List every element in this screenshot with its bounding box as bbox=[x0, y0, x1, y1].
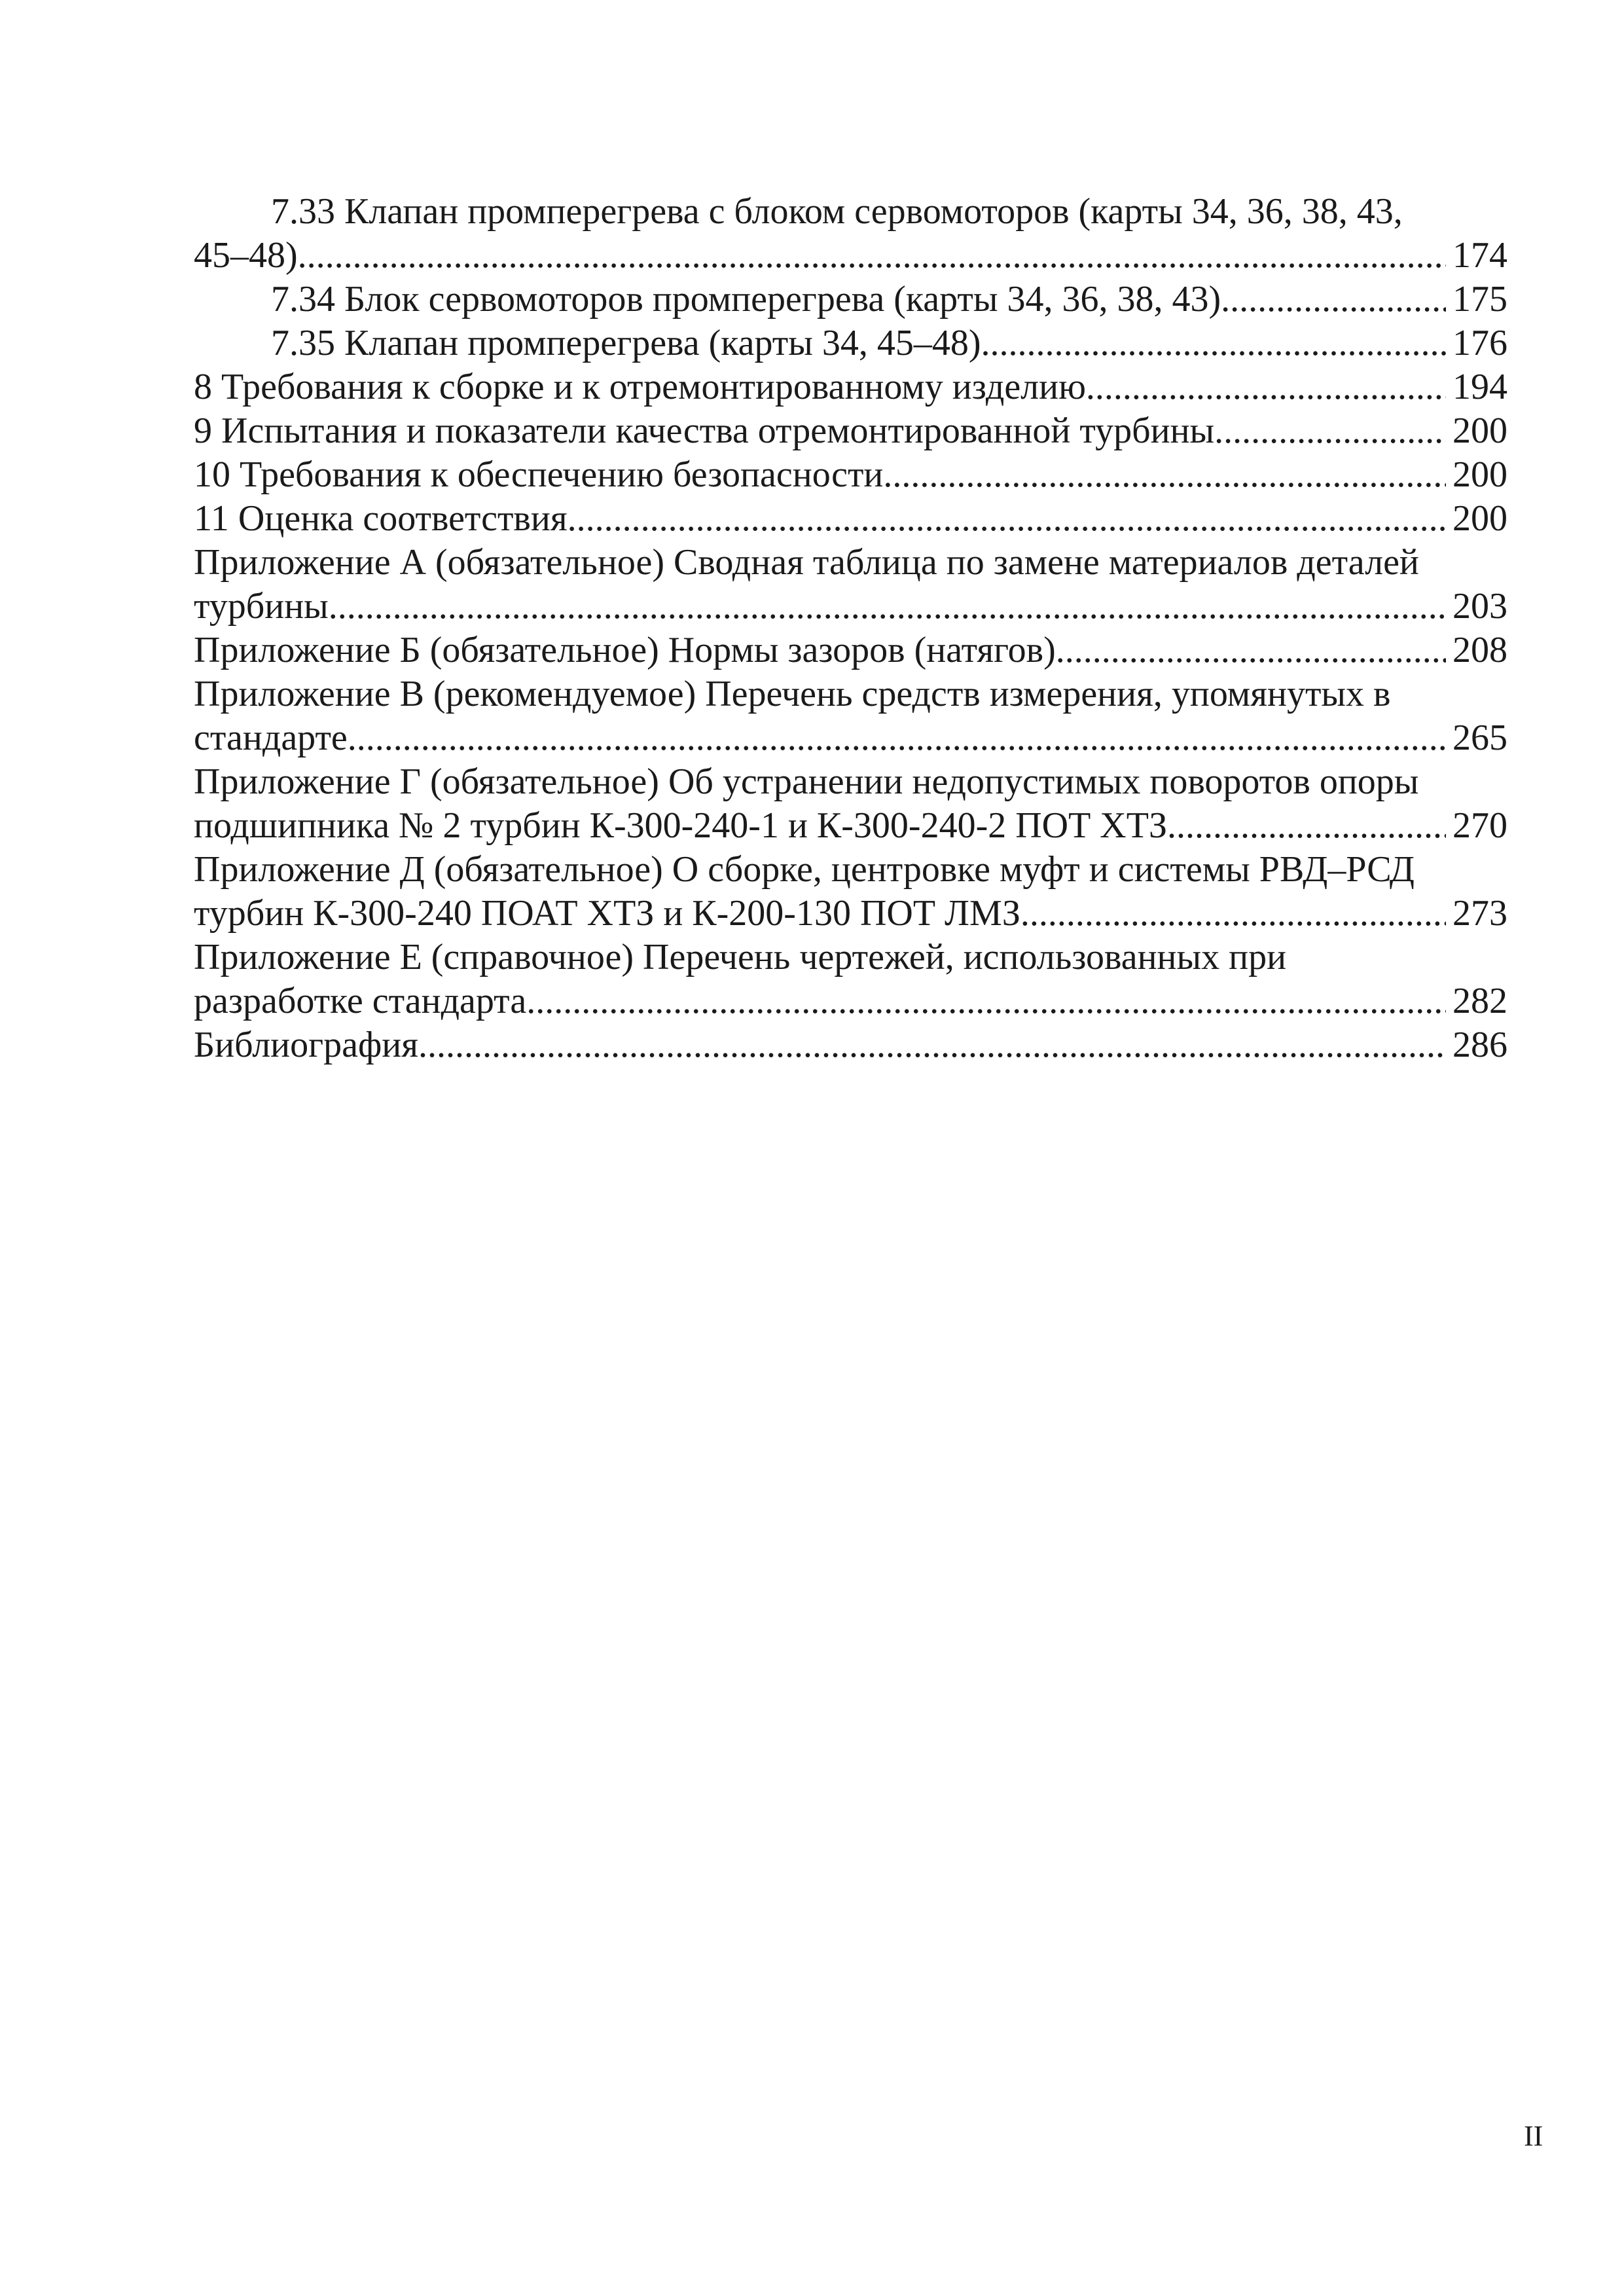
dot-leader bbox=[1020, 892, 1446, 936]
toc-entry[interactable] bbox=[194, 409, 1507, 453]
toc-entry-text: стандарте bbox=[194, 718, 348, 758]
toc-page-number: 194 bbox=[1453, 367, 1507, 407]
dot-leader bbox=[1065, 629, 1446, 672]
toc-entry-text: Приложение Б (обязательное) Нормы зазоров (натягов). bbox=[194, 630, 1065, 670]
toc-entry-text: 7.34 Блок сервомоторов промперегрева (карты 34, 36, 38, 43). bbox=[271, 279, 1231, 319]
toc-entry-text: 8 Требования к сборке и к отремонтированному изделию bbox=[194, 367, 1086, 407]
toc-entry-text: турбин К-300-240 ПОАТ ХТЗ и К-200-130 ПОТ ЛМЗ bbox=[194, 893, 1020, 934]
toc-entry[interactable] bbox=[194, 629, 1507, 672]
toc-page-number: 200 bbox=[1453, 410, 1507, 451]
toc-entry-text: 7.33 Клапан промперегрева с блоком сервомоторов (карты 34, 36, 38, 43, bbox=[271, 191, 1403, 232]
dot-leader bbox=[1086, 365, 1446, 409]
toc-page-number: 265 bbox=[1453, 718, 1507, 758]
dot-leader bbox=[418, 1023, 1446, 1067]
toc-page-number: 282 bbox=[1453, 981, 1507, 1021]
toc-page-number: 208 bbox=[1453, 630, 1507, 670]
toc-entry-text: Приложение А (обязательное) Сводная таблица по замене материалов деталей bbox=[194, 542, 1419, 583]
toc-entry[interactable] bbox=[194, 541, 1507, 629]
toc-page-number: 273 bbox=[1453, 893, 1507, 934]
toc-entry-text: Приложение Д (обязательное) О сборке, центровке муфт и системы РВД–РСД bbox=[194, 849, 1415, 890]
toc-entry-text: 7.35 Клапан промперегрева (карты 34, 45–48). bbox=[271, 323, 990, 363]
dot-leader bbox=[883, 453, 1446, 497]
toc-entry[interactable] bbox=[194, 321, 1507, 365]
toc-page-number: 176 bbox=[1453, 323, 1507, 363]
toc-entry[interactable] bbox=[194, 497, 1507, 541]
page-number-footer: II bbox=[1524, 2120, 1543, 2152]
toc-entry-text: подшипника № 2 турбин К-300-240-1 и К-300-240-2 ПОТ ХТЗ bbox=[194, 805, 1168, 846]
toc-entry-text: Библиография bbox=[194, 1025, 418, 1065]
toc-entry[interactable] bbox=[194, 453, 1507, 497]
toc-entry-text: 11 Оценка соответствия bbox=[194, 498, 568, 539]
toc-entry[interactable] bbox=[194, 365, 1507, 409]
toc-entry[interactable] bbox=[194, 760, 1507, 848]
toc-entry[interactable] bbox=[194, 848, 1507, 936]
toc-page-number: 203 bbox=[1453, 586, 1507, 627]
toc-entry-text: турбины bbox=[194, 586, 329, 627]
toc-page-number: 175 bbox=[1453, 279, 1507, 319]
dot-leader bbox=[329, 585, 1446, 629]
toc-entry[interactable] bbox=[194, 1023, 1507, 1067]
dot-leader bbox=[1167, 804, 1446, 848]
toc-entry-text: Приложение Г (обязательное) Об устранении недопустимых поворотов опоры bbox=[194, 761, 1419, 802]
toc-entry[interactable] bbox=[194, 672, 1507, 760]
table-of-contents bbox=[194, 190, 1507, 1067]
toc-entry-text: 45–48). bbox=[194, 235, 307, 276]
toc-entry-text: 10 Требования к обеспечению безопасности bbox=[194, 454, 884, 495]
dot-leader bbox=[1230, 278, 1446, 321]
dot-leader bbox=[526, 979, 1446, 1023]
toc-page-number: 286 bbox=[1453, 1025, 1507, 1065]
dot-leader bbox=[990, 321, 1446, 365]
toc-page-number: 200 bbox=[1453, 454, 1507, 495]
toc-entry[interactable] bbox=[194, 278, 1507, 321]
dot-leader bbox=[1214, 409, 1446, 453]
dot-leader bbox=[307, 234, 1446, 278]
toc-entry-text: Приложение Е (справочное) Перечень чертежей, использованных при bbox=[194, 937, 1287, 977]
toc-page-number: 174 bbox=[1453, 235, 1507, 276]
toc-entry-text: Приложение В (рекомендуемое) Перечень средств измерения, упомянутых в bbox=[194, 674, 1391, 714]
toc-page-number: 270 bbox=[1453, 805, 1507, 846]
toc-entry-text: 9 Испытания и показатели качества отремонтированной турбины bbox=[194, 410, 1215, 451]
dot-leader bbox=[568, 497, 1446, 541]
toc-entry[interactable] bbox=[194, 190, 1507, 278]
toc-entry-text: разработке стандарта bbox=[194, 981, 527, 1021]
toc-entry[interactable] bbox=[194, 936, 1507, 1023]
toc-page-number: 200 bbox=[1453, 498, 1507, 539]
dot-leader bbox=[348, 716, 1446, 760]
